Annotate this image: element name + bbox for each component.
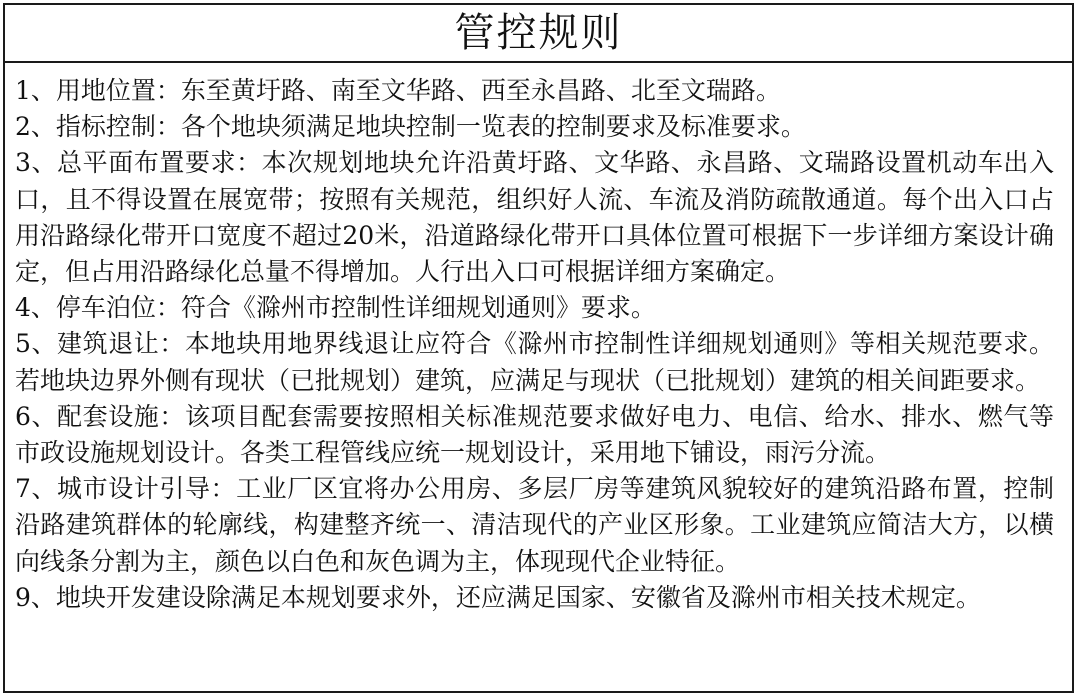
rule-facilities: 6、配套设施：该项目配套需要按照相关标准规范要求做好电力、电信、给水、排水、燃气等市政设施规划设计。各类工程管线应统一规划设计，采用地下铺设，雨污分流。 [15,401,1054,468]
rules-body [5,63,1072,616]
title-row [5,5,1072,63]
rule-regulations: 9、地块开发建设除满足本规划要求外，还应满足国家、安徽省及滁州市相关技术规定。 [15,582,981,612]
table-title: 管控规则 [454,10,623,56]
rule-land-location: 1、用地位置：东至黄圩路、南至文华路、西至永昌路、北至文瑞路。 [15,76,781,105]
rule-site-plan: 3、总平面布置要求：本次规划地块允许沿黄圩路、文华路、永昌路、文瑞路设置机动车出入口，且不得设置在展宽带；按照有关规范，组织好人流、车流及消防疏散通道。每个出入口占用沿路绿化带开口宽度不超过20米，沿道路绿化带开口具体位置可根据下一步详细方案设计确定，但占用沿路绿化总量不得增加。人行出入口可根据详细方案确定。 [15,148,1054,287]
rule-urban-design: 7、城市设计引导：工业厂区宜将办公用房、多层厂房等建筑风貌较好的建筑沿路布置，控制沿路建筑群体的轮廓线，构建整齐统一、清洁现代的产业区形象。工业建筑应简洁大方，以横向线条分割为主，颜色以白色和灰色调为主，体现现代企业特征。 [15,474,1054,576]
rule-index-control: 2、指标控制：各个地块须满足地块控制一览表的控制要求及标准要求。 [15,112,806,142]
rules-table [3,3,1074,693]
rule-parking: 4、停车泊位：符合《滁州市控制性详细规划通则》要求。 [15,293,656,323]
rule-setback: 5、建筑退让：本地块用地界线退让应符合《滁州市控制性详细规划通则》等相关规范要求。若地块边界外侧有现状（已批规划）建筑，应满足与现状（已批规划）建筑的相关间距要求。 [15,329,1054,395]
